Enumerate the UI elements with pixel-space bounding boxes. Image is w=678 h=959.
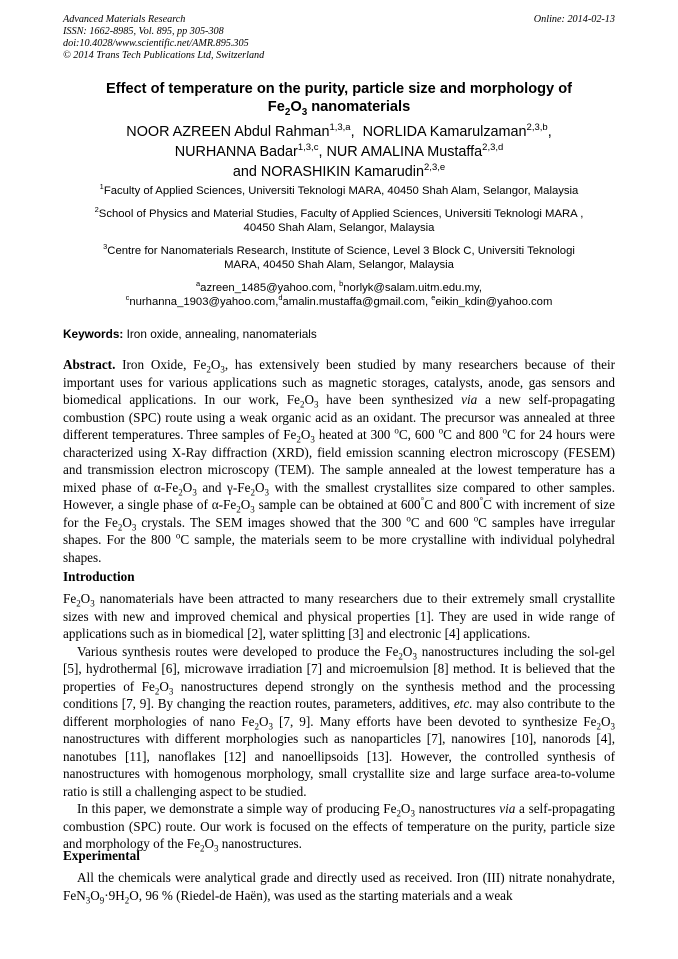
superscript: o xyxy=(406,513,411,524)
author-affiliation-mark: 1,3,a xyxy=(329,122,351,134)
body-text: All the chemicals were analytical grade and directly used as received. Iron (III) nitrate nonahydrate, FeN xyxy=(63,870,615,903)
experimental-body xyxy=(63,869,615,904)
subscript: 3 xyxy=(220,364,225,375)
subscript: 9 xyxy=(99,895,105,906)
subscript: 3 xyxy=(268,721,274,732)
subscript: 3 xyxy=(264,487,269,498)
affiliation-text: MARA, 40450 Shah Alam, Selangor, Malaysia xyxy=(224,259,454,271)
abstract-text: C and 800 xyxy=(443,427,503,442)
subscript: 3 xyxy=(310,434,315,445)
body-text: In this paper, we demonstrate a simple way of producing Fe xyxy=(77,801,397,816)
affiliation-2 xyxy=(63,204,615,236)
email-address[interactable]: azreen_1485@yahoo.com, xyxy=(200,281,340,294)
abstract-text: C samples have irregular shapes. For the 800 xyxy=(63,514,615,547)
superscript: o xyxy=(394,425,399,436)
body-text: O xyxy=(159,678,169,694)
abstract-text: C with increment of size for the Fe xyxy=(63,497,616,530)
subscript: 3 xyxy=(168,686,174,697)
subscript: 3 xyxy=(412,651,417,662)
abstract-text: O xyxy=(182,479,193,495)
author-name: NURHANNA Badar xyxy=(174,144,298,160)
paper-title xyxy=(63,80,615,116)
abstract-text: O xyxy=(304,392,314,407)
subscript: 2 xyxy=(250,487,255,498)
subscript: 2 xyxy=(117,522,123,533)
subscript: 3 xyxy=(192,487,197,498)
email-address[interactable]: eikin_kdin@yahoo.com xyxy=(435,296,553,308)
abstract xyxy=(63,356,615,566)
superscript: o xyxy=(438,425,444,436)
affiliation-3 xyxy=(63,241,615,273)
subscript: 2 xyxy=(596,721,601,732)
body-text: O xyxy=(204,836,214,851)
abstract-text: O xyxy=(210,357,221,372)
author-line xyxy=(63,162,615,182)
superscript: o xyxy=(502,425,507,436)
body-text: Fe xyxy=(63,591,77,606)
abstract-text: O xyxy=(300,427,311,442)
paragraph xyxy=(63,869,615,904)
subscript: 3 xyxy=(131,522,137,533)
body-italic: etc. xyxy=(453,696,473,711)
subscript: 2 xyxy=(254,721,259,732)
author-name: NORLIDA Kamarulzaman xyxy=(362,124,527,140)
body-italic: via xyxy=(499,801,516,816)
body-text: O xyxy=(402,643,413,659)
email-mark: c xyxy=(125,293,130,303)
abstract-text: with the smallest crystallites size compared to other samples. However, a single phase of α-Fe xyxy=(63,479,615,512)
email-address[interactable]: nurhanna_1903@yahoo.com, xyxy=(129,296,279,308)
body-text: O xyxy=(600,713,611,729)
subscript: 3 xyxy=(410,808,415,819)
title-line-2 xyxy=(63,98,615,116)
email-address[interactable]: amalin.mustaffa@gmail.com, xyxy=(282,296,432,308)
abstract-text: sample can be obtained at 600 xyxy=(254,497,421,512)
author-affiliation-mark: 2,3,e xyxy=(424,162,446,174)
email-mark: e xyxy=(431,293,436,303)
body-text: nanomaterials have been attracted to many researchers due to their extremely small crystallite sizes with new and improved chemical and physical properties [1]. They are used in wide range of applications such as in biomedical [2], water splitting [3] and electronic [4] applications. xyxy=(63,591,615,641)
title-subscript: 3 xyxy=(301,106,308,118)
subscript: 3 xyxy=(610,721,615,732)
subscript: 2 xyxy=(206,364,211,375)
subscript: 2 xyxy=(299,399,305,410)
body-text: nanostructures including the sol-gel [5], hydrothermal [6], microwave irradiation [7] and microemulsion [8] method. It is believed that the properties of Fe xyxy=(63,643,615,694)
paragraph xyxy=(63,800,615,853)
body-text: nanostructures. xyxy=(218,836,302,851)
email-mark: b xyxy=(339,278,344,288)
affiliation-mark: 2 xyxy=(94,204,99,214)
journal-doi: doi:10.4028/www.scientific.net/AMR.895.305 xyxy=(63,38,249,49)
subscript: 2 xyxy=(396,808,401,819)
author-affiliation-mark: 1,3,c xyxy=(297,142,319,154)
subscript: 2 xyxy=(236,504,241,515)
email-mark: a xyxy=(196,278,201,288)
author-line: NOOR AZREEN Abdul Rahman$^{1,3,a}$, NORLIDA Kamarulzaman$^{2,3,b}$, xyxy=(126,122,552,140)
title-text: O xyxy=(290,99,302,115)
email-list xyxy=(63,278,615,310)
journal-copyright: © 2014 Trans Tech Publications Ltd, Switzerland xyxy=(63,50,265,61)
body-text: may also contribute to the different morphologies of nano Fe xyxy=(63,696,615,729)
keywords-text: Iron oxide, annealing, nanomaterials xyxy=(123,327,317,341)
subscript: 2 xyxy=(199,843,205,854)
title-text: nanomaterials xyxy=(307,99,411,115)
superscript: ° xyxy=(479,495,484,506)
online-date: Online: 2014-02-13 xyxy=(533,14,615,25)
author-name: NORASHIKIN Kamarudin xyxy=(260,164,425,180)
abstract-text: C for 24 hours were characterized using X-Ray diffraction (XRD), field emission scanning electron microscopy (FESEM) and transmission electron microscopy (TEM). The sample annealed at the lowest temperature has a mixed phase of α-Fe xyxy=(63,427,615,495)
abstract-label: Abstract. xyxy=(63,357,116,372)
affiliation-mark: 3 xyxy=(103,241,108,251)
affiliation-text: 40450 Shah Alam, Selangor, Malaysia xyxy=(243,222,435,234)
abstract-text: C, 600 xyxy=(398,427,439,442)
abstract-text: crystals. The SEM images showed that the 300 xyxy=(136,514,407,530)
subscript: 3 xyxy=(250,504,255,515)
superscript: ° xyxy=(420,495,425,506)
abstract-text: and γ-Fe xyxy=(196,479,251,495)
title-text: Fe xyxy=(267,99,285,115)
journal-name: Advanced Materials Research xyxy=(63,14,186,25)
subscript: 2 xyxy=(178,487,183,498)
author-affiliation-mark: 2,3,d xyxy=(482,142,504,154)
affiliations xyxy=(63,184,615,310)
body-text: nanostructures with different morphologies such as nanoparticles [7], nanowires [10], nanorods [4], nanotubes [11], nanoflakes [12] and nanoellipsoids [13]. However, the controlled synthesis of nanostructures with homogenous morphology, small crystallite size and large surface area-to-volume ratio is still a challenging aspect to be studied. xyxy=(63,731,615,799)
subscript: 2 xyxy=(154,686,160,697)
abstract-text: heated at 300 xyxy=(314,427,395,442)
author-name: NUR AMALINA Mustaffa xyxy=(326,144,483,160)
subscript: 3 xyxy=(85,895,91,906)
abstract-text: C and 600 xyxy=(410,514,474,530)
author-list xyxy=(63,122,615,182)
body-text: O xyxy=(90,887,100,903)
subscript: 3 xyxy=(90,598,95,609)
abstract-text: have been synthesized xyxy=(318,392,462,407)
author-connector: and xyxy=(232,164,261,180)
author-line: NURHANNA Badar$^{1,3,c}$, NUR AMALINA Mustaffa$^{2,3,d}$ xyxy=(174,142,504,160)
affiliation-text: Faculty of Applied Sciences, Universiti Teknologi MARA, 40450 Shah Alam, Selangor, Malaysia xyxy=(103,185,579,197)
affiliation-text: Centre for Nanomaterials Research, Institute of Science, Level 3 Block C, Universiti Teknologi xyxy=(107,244,575,257)
author-affiliation-mark: 2,3,b xyxy=(526,122,548,134)
abstract-italic: via xyxy=(461,392,478,407)
subscript: 3 xyxy=(313,399,319,410)
body-text: ·9H xyxy=(104,887,125,903)
superscript: o xyxy=(473,513,479,524)
journal-header xyxy=(63,14,615,62)
subscript: 2 xyxy=(296,434,301,445)
subscript: 2 xyxy=(124,895,130,906)
body-text: nanostructures depend strongly on the synthesis method and the processing conditions [7, 9]. By changing the reaction routes, parameters, additives, xyxy=(63,678,615,711)
abstract-text: C sample, the materials seem to be more crystalline with individual polyhedral shapes. xyxy=(63,532,616,565)
introduction-body xyxy=(63,590,615,853)
paragraph xyxy=(63,590,615,643)
subscript: 3 xyxy=(214,843,219,854)
abstract-text: O xyxy=(254,479,265,495)
section-heading-experimental: Experimental xyxy=(63,848,140,863)
affiliation-text: School of Physics and Material Studies, Faculty of Applied Sciences, Universiti Teknologi MARA , xyxy=(98,207,584,220)
title-subscript: 2 xyxy=(284,106,291,118)
keywords-label: Keywords: xyxy=(63,327,124,341)
abstract-text: C and 800 xyxy=(424,497,480,512)
affiliation-mark: 1 xyxy=(99,182,104,192)
author-name: NOOR AZREEN Abdul Rahman xyxy=(126,124,330,140)
body-text: O xyxy=(259,713,269,729)
paragraph xyxy=(63,643,615,801)
body-text: O xyxy=(80,591,91,606)
body-text: nanostructures xyxy=(414,801,500,816)
abstract-text: O xyxy=(122,514,132,530)
abstract-text: a new self-propagating combustion (SPC) route using a weak organic acid as an oxidant. The precursor was annealed at three different temperatures. Three samples of Fe xyxy=(63,392,616,442)
subscript: 2 xyxy=(76,598,81,609)
affiliation-1 xyxy=(63,184,615,199)
abstract-text: , has extensively been studied by many researchers because of their important uses for various applications such as magnetic storages, catalysts, anode, gas sensors and biomedical applications. In our work, Fe xyxy=(63,357,616,407)
journal-issn: ISSN: 1662-8985, Vol. 895, pp 305-308 xyxy=(63,26,224,37)
email-mark: d xyxy=(278,293,283,303)
abstract-text: Iron Oxide, Fe xyxy=(115,357,207,372)
title-line-1: Effect of temperature on the purity, particle size and morphology of xyxy=(106,81,572,97)
body-text: O, 96 % (Riedel-de Haën), was used as the starting materials and a weak xyxy=(129,887,513,903)
abstract-text: O xyxy=(240,497,251,512)
superscript: o xyxy=(175,530,181,541)
body-text: a self-propagating combustion (SPC) route. Our work is focused on the effects of temperature on the purity, particle size and morphology of the Fe xyxy=(63,801,615,851)
body-text: O xyxy=(400,801,411,816)
body-text: Various synthesis routes were developed to produce the Fe xyxy=(77,643,399,659)
body-text: [7, 9]. Many efforts have been devoted to synthesize Fe xyxy=(273,713,597,729)
keywords xyxy=(63,327,615,341)
email-address[interactable]: norlyk@salam.uitm.edu.my, xyxy=(343,281,482,294)
subscript: 2 xyxy=(398,651,403,662)
section-heading-introduction: Introduction xyxy=(63,569,135,584)
